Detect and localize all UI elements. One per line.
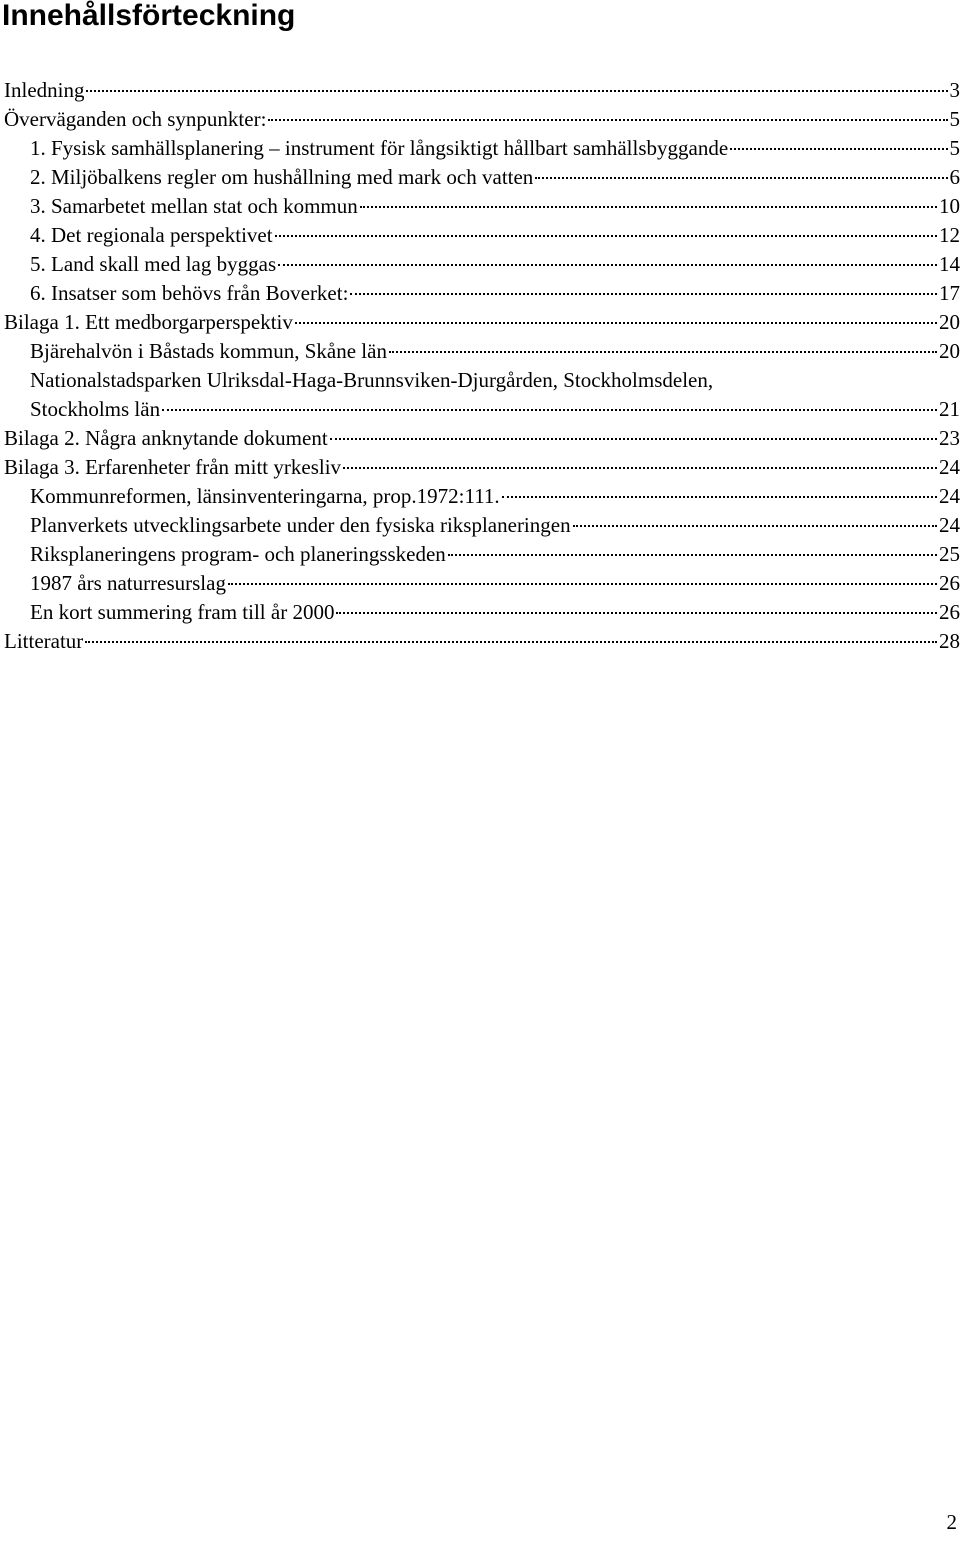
- toc-entry-label: Stockholms län: [30, 397, 161, 421]
- toc-entry[interactable]: [4, 424, 960, 453]
- toc-entry[interactable]: [4, 163, 960, 192]
- dot-leader: [278, 264, 937, 266]
- toc-entry-label: 5. Land skall med lag byggas: [30, 252, 277, 276]
- toc-entry[interactable]: [4, 569, 960, 598]
- toc-entry-page: 26: [939, 571, 960, 595]
- toc-entry[interactable]: [4, 134, 960, 163]
- toc-entry[interactable]: [4, 279, 960, 308]
- dot-leader: [360, 206, 937, 208]
- toc-entry-page: 25: [939, 542, 960, 566]
- dot-leader: [336, 612, 937, 614]
- dot-leader: [343, 467, 937, 469]
- toc-entry-label: Bjärehalvön i Båstads kommun, Skåne län: [30, 339, 387, 363]
- toc-entry-page: 17: [939, 281, 960, 305]
- toc-entry-label: Inledning: [4, 78, 85, 102]
- dot-leader: [535, 177, 947, 179]
- toc-entry-label: Bilaga 1. Ett medborgarperspektiv: [4, 310, 293, 334]
- toc-entry-page: 12: [939, 223, 960, 247]
- toc-entry-label: 1. Fysisk samhällsplanering – instrument för långsiktigt hållbart samhällsbyggande: [30, 136, 729, 160]
- toc-entry[interactable]: [4, 366, 960, 395]
- dot-leader: [268, 119, 947, 121]
- toc-entry-page: 24: [939, 513, 960, 537]
- toc-entry-page: 21: [939, 397, 960, 421]
- dot-leader: [389, 351, 937, 353]
- toc-entry[interactable]: [4, 453, 960, 482]
- toc-entry[interactable]: [4, 76, 960, 105]
- toc-entry-page: 20: [939, 310, 960, 334]
- dot-leader: [295, 322, 937, 324]
- toc-entry-page: 20: [939, 339, 960, 363]
- toc-entry-page: 24: [939, 484, 960, 508]
- toc-entry-label: 1987 års naturresurslag: [30, 571, 226, 595]
- toc-entry-label: 6. Insatser som behövs från Boverket:: [30, 281, 349, 305]
- toc-entry-label: Riksplaneringens program- och planeringsskeden: [30, 542, 446, 566]
- page-title: Innehållsförteckning: [2, 0, 296, 32]
- toc-entry-label: Bilaga 2. Några anknytande dokument: [4, 426, 328, 450]
- toc-entry-page: 5: [949, 107, 960, 131]
- toc-entry[interactable]: [4, 308, 960, 337]
- toc-entry[interactable]: [4, 540, 960, 569]
- toc-entry[interactable]: [4, 511, 960, 540]
- toc-entry-label: Planverkets utvecklingsarbete under den fysiska riksplaneringen: [30, 513, 571, 537]
- page-number: 2: [946, 1510, 957, 1534]
- dot-leader: [275, 235, 937, 237]
- toc-entry-page: 24: [939, 455, 960, 479]
- toc-entry[interactable]: [4, 250, 960, 279]
- toc-entry-page: 26: [939, 600, 960, 624]
- toc-entry-label: Överväganden och synpunkter:: [4, 107, 267, 131]
- toc-entry-label: Nationalstadsparken Ulriksdal-Haga-Brunnsviken-Djurgården, Stockholmsdelen,: [30, 368, 714, 392]
- toc-entry[interactable]: [4, 395, 960, 424]
- toc-entry-label: 4. Det regionala perspektivet: [30, 223, 273, 247]
- dot-leader: [86, 90, 947, 92]
- dot-leader: [330, 438, 937, 440]
- toc-entry[interactable]: [4, 598, 960, 627]
- toc-entry-page: 3: [949, 78, 960, 102]
- toc-entry-label: 2. Miljöbalkens regler om hushållning med mark och vatten: [30, 165, 534, 189]
- toc-entry[interactable]: [4, 221, 960, 250]
- toc-entry-page: 23: [939, 426, 960, 450]
- toc-entry-page: 10: [939, 194, 960, 218]
- dot-leader: [350, 293, 937, 295]
- toc-entry-page: 5: [949, 136, 960, 160]
- toc-entry-page: 6: [949, 165, 960, 189]
- toc-entry[interactable]: [4, 627, 960, 656]
- dot-leader: [228, 583, 937, 585]
- dot-leader: [573, 525, 937, 527]
- dot-leader: [162, 409, 937, 411]
- dot-leader: [448, 554, 937, 556]
- toc-entry[interactable]: [4, 337, 960, 366]
- toc-entry-page: 14: [939, 252, 960, 276]
- toc-entry-label: En kort summering fram till år 2000: [30, 600, 335, 624]
- dot-leader: [85, 641, 937, 643]
- toc-entry-page: 28: [939, 629, 960, 653]
- toc-entry-label: Bilaga 3. Erfarenheter från mitt yrkesliv: [4, 455, 342, 479]
- toc-entry-label: 3. Samarbetet mellan stat och kommun: [30, 194, 358, 218]
- toc-entry[interactable]: [4, 482, 960, 511]
- toc-entry-label: Litteratur: [4, 629, 84, 653]
- dot-leader: [730, 148, 947, 150]
- toc-entry[interactable]: [4, 192, 960, 221]
- toc-entry-label: Kommunreformen, länsinventeringarna, prop.1972:111.: [30, 484, 500, 508]
- dot-leader: [502, 496, 937, 498]
- toc-entry[interactable]: [4, 105, 960, 134]
- table-of-contents: [4, 76, 960, 656]
